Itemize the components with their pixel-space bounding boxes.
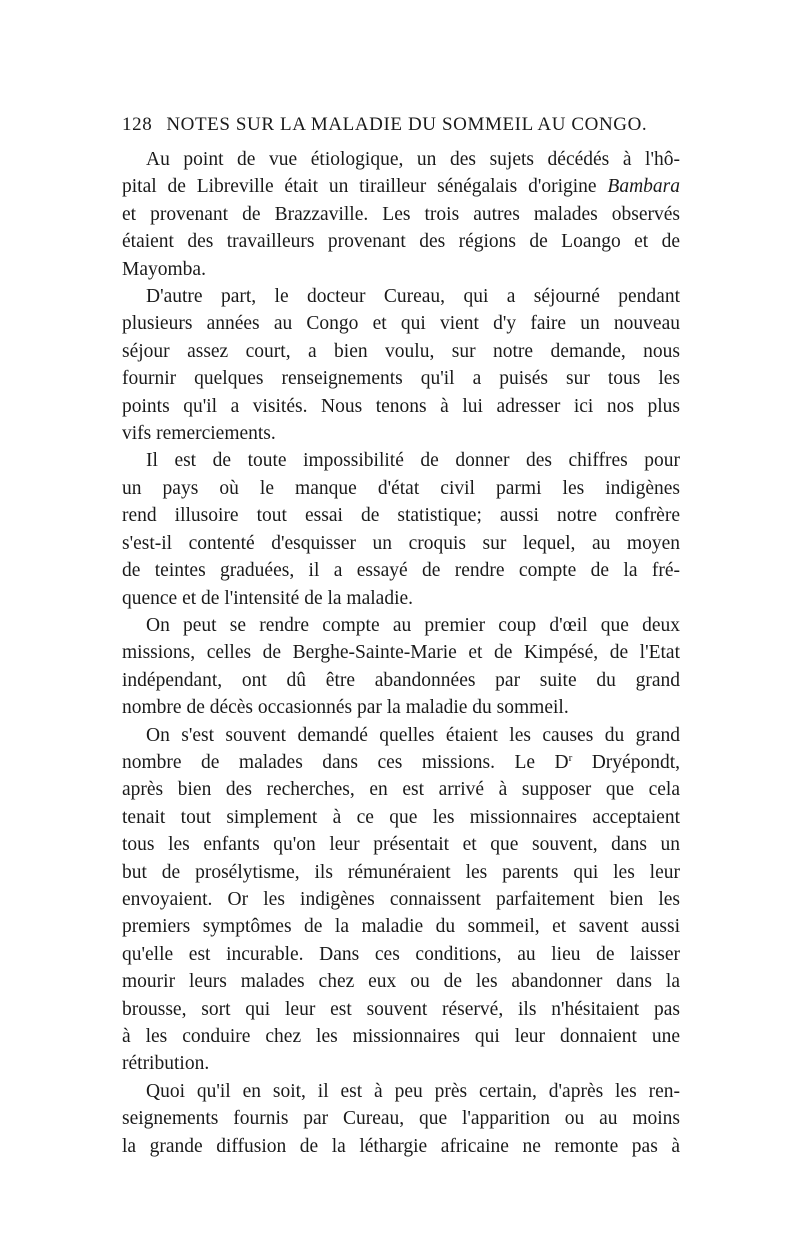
text-line: missions, celles de Berghe-Sainte-Marie et de Kimpésé, de l'Etat — [122, 642, 680, 664]
text-line: plusieurs années au Congo et qui vient d'y faire un nouveau — [122, 313, 680, 335]
text-line: séjour assez court, a bien voulu, sur notre demande, nous — [122, 340, 680, 362]
text-line: rétribution. — [122, 1053, 210, 1075]
paragraph — [122, 447, 680, 611]
text-line: but de prosélytisme, ils rémunéraient les parents qui les leur — [122, 861, 680, 883]
text-line: s'est-il contenté d'esquisser un croquis sur lequel, au moyen — [122, 532, 680, 554]
text-line: rend illusoire tout essai de statistique; aussi notre confrère — [122, 505, 680, 527]
italic-word: Bambara — [607, 176, 680, 198]
text-line-part: nombre de malades dans ces missions. Le D — [122, 751, 569, 773]
text-line: quence et de l'intensité de la maladie. — [122, 587, 414, 609]
text-line-part: Dryépondt, — [572, 751, 680, 773]
page-number: 128 — [122, 114, 153, 135]
text-line: points qu'il a visités. Nous tenons à lui adresser ici nos plus — [122, 395, 680, 417]
text-line: On s'est souvent demandé quelles étaient les causes du grand — [146, 724, 680, 746]
text-line: qu'elle est incurable. Dans ces conditions, au lieu de laisser — [122, 943, 680, 965]
text-line: étaient des travailleurs provenant des régions de Loango et de — [122, 231, 680, 253]
text-line: nombre de décès occasionnés par la maladie du sommeil. — [122, 697, 569, 719]
text-line: indépendant, ont dû être abandonnées par suite du grand — [122, 669, 680, 691]
running-header — [122, 114, 682, 136]
text-line: après bien des recherches, en est arrivé à supposer que cela — [122, 779, 680, 801]
text-line: envoyaient. Or les indigènes connaissent parfaitement bien les — [122, 888, 680, 910]
text-line: tenait tout simplement à ce que les missionnaires acceptaient — [122, 806, 680, 828]
text-line: et provenant de Brazzaville. Les trois autres malades observés — [122, 203, 680, 225]
text-line: un pays où le manque d'état civil parmi les indigènes — [122, 477, 680, 499]
text-line-part: pital de Libreville était un tirailleur sénégalais d'origine — [122, 176, 608, 198]
body-text — [122, 146, 680, 1160]
text-line — [122, 173, 680, 200]
text-line: On peut se rendre compte au premier coup d'œil que deux — [146, 614, 680, 636]
running-title: NOTES SUR LA MALADIE DU SOMMEIL AU CONGO. — [166, 114, 648, 135]
text-line: Quoi qu'il en soit, il est à peu près certain, d'après les ren- — [146, 1080, 680, 1102]
text-line — [122, 749, 680, 776]
text-line: à les conduire chez les missionnaires qui leur donnaient une — [122, 1026, 680, 1047]
text-line: brousse, sort qui leur est souvent réservé, ils n'hésitaient pas — [122, 998, 680, 1020]
text-line: de teintes graduées, il a essayé de rendre compte de la fré- — [122, 560, 680, 582]
text-line: Mayomba. — [122, 258, 206, 280]
text-line: Au point de vue étiologique, un des sujets décédés à l'hô- — [146, 149, 680, 170]
text-line: la grande diffusion de la léthargie africaine ne remonte pas à — [122, 1135, 680, 1157]
text-line: mourir leurs malades chez eux ou de les abandonner dans la — [122, 971, 680, 993]
text-line: vifs remerciements. — [122, 423, 276, 445]
text-line: premiers symptômes de la maladie du sommeil, et savent aussi — [122, 916, 680, 938]
paragraph — [122, 612, 680, 722]
paragraph — [122, 1078, 680, 1160]
text-line: Il est de toute impossibilité de donner des chiffres pour — [146, 450, 680, 472]
paragraph — [122, 283, 680, 447]
paragraph — [122, 722, 680, 1078]
text-line: seignements fournis par Cureau, que l'apparition ou au moins — [122, 1108, 680, 1130]
paragraph — [122, 146, 680, 283]
text-line: tous les enfants qu'on leur présentait et que souvent, dans un — [122, 834, 680, 856]
text-line: D'autre part, le docteur Cureau, qui a séjourné pendant — [146, 286, 680, 308]
superscript: r — [568, 751, 573, 764]
text-line: fournir quelques renseignements qu'il a puisés sur tous les — [122, 368, 680, 390]
